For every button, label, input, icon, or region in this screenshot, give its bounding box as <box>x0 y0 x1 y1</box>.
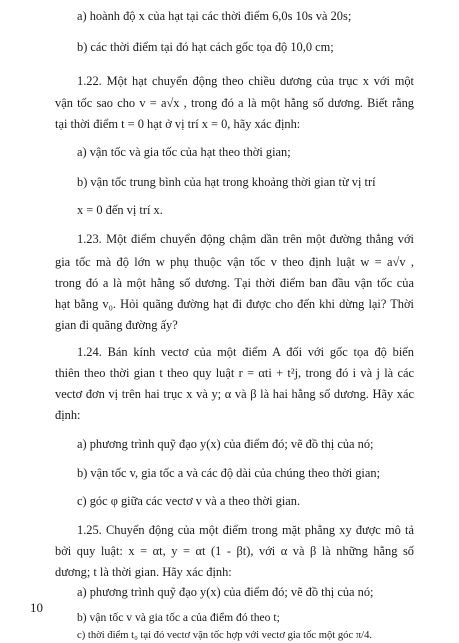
text-line: hạt bằng v₀. Hỏi quãng đường hạt đi được cho đến khi dừng lại? Thời <box>55 297 414 311</box>
text-line: b) vận tốc v, gia tốc a và các độ dài của chúng theo thời gian; <box>77 466 381 480</box>
text-line: a) phương trình quỹ đạo y(x) của điểm đó; vẽ đồ thị của nó; <box>77 437 374 451</box>
text-line: tại thời điểm t = 0 hạt ở vị trí x = 0, hãy xác định: <box>55 117 301 131</box>
text-line: dương; t là thời gian. Hãy xác định: <box>55 565 232 579</box>
text-line: c) thời điểm t₀ tại đó vectơ vận tốc hợp với vectơ gia tốc một góc π/4. <box>77 630 373 641</box>
problem-1-22-heading: 1.22. Một hạt chuyển động theo chiều dương của trục x với một <box>77 74 414 88</box>
text-line: trong đó a là một hằng số dương. Tại thời điểm ban đầu vận tốc của <box>55 276 414 290</box>
text-line: vectơ đơn vị trên hai trục x và y; α và β là hai hằng số dương. Hãy xác <box>55 387 414 401</box>
text-line: x = 0 đến vị trí x. <box>77 203 163 217</box>
text-line: a) vận tốc và gia tốc của hạt theo thời gian; <box>77 145 291 159</box>
text-line: định: <box>55 408 81 422</box>
text-line: vận tốc sao cho v = a√x , trong đó a là một hằng số dương. Biết rằng <box>55 96 414 110</box>
page-number: 10 <box>30 600 43 615</box>
problem-1-23-heading: 1.23. Một điểm chuyển động chậm dần trên một đường thẳng với <box>77 232 414 246</box>
text-line: thiên theo thời gian t theo quy luật r = αti + t²j, trong đó i và j là các <box>55 366 414 380</box>
text-line: gian đi quãng đường ấy? <box>55 318 178 332</box>
text-line-1b: b) các thời điểm tại đó hạt cách gốc tọa độ 10,0 cm; <box>77 40 334 54</box>
problem-1-24-heading: 1.24. Bán kính vectơ của một điểm A đối với gốc tọa độ biến <box>77 345 414 359</box>
text-line: bởi quy luật: x = αt, y = αt (1 - βt), với α và β là những hằng số <box>55 544 414 558</box>
text-line: gia tốc mà độ lớn w phụ thuộc vận tốc v theo định luật w = a√v , <box>55 255 414 269</box>
text-line: b) vận tốc v và gia tốc a của điểm đó theo t; <box>77 611 280 624</box>
text-line: a) phương trình quỹ đạo y(x) của điểm đó; vẽ đồ thị của nó; <box>77 585 374 599</box>
problem-1-25-heading: 1.25. Chuyển động của một điểm trong mặt phẳng xy được mô tả <box>77 523 414 537</box>
text-line: b) vận tốc trung bình của hạt trong khoảng thời gian từ vị trí <box>77 175 376 189</box>
text-line: c) góc φ giữa các vectơ v và a theo thời gian. <box>77 494 301 508</box>
text-line-1a: a) hoành độ x của hạt tại các thời điểm 6,0s 10s và 20s; <box>77 9 352 23</box>
